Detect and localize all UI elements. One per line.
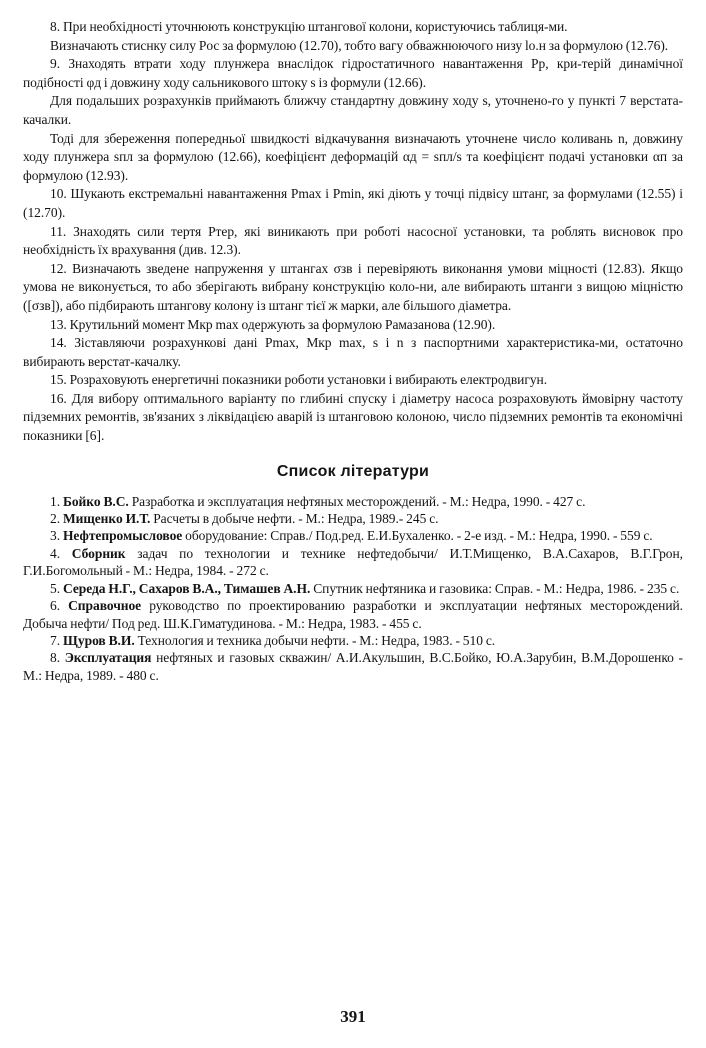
reference-number: 6. (50, 598, 61, 614)
reference-text: Технология и техника добычи нефти. - М.: Недра, 1983. - 510 с. (134, 632, 496, 648)
reference-author: Бойко В.С. (62, 493, 129, 509)
reference-item (23, 493, 683, 510)
reference-item (23, 597, 683, 632)
page-content (23, 18, 683, 684)
reference-author: Середа Н.Г., Сахаров В.А., Тимашев А.Н. (62, 580, 311, 596)
procedure-steps (23, 18, 683, 446)
reference-number: 5. (50, 580, 61, 596)
step-10: 10. Шукають екстремальні навантаження Pmax і Pmin, які діють у точці підвісу штанг, за формулами (12.55) і (12.70). (23, 186, 683, 220)
step-16: 16. Для вибору оптимального варіанту по глибині спуску і діаметру насоса розраховують ймовірну частоту підземних ремонтів, зв'язаних з ліквідацією аварій із штанговою колоною, число підземних ремонтів та економічні показники [6]. (23, 390, 683, 444)
reference-number: 7. (50, 632, 61, 648)
reference-text: Разработка и эксплуатация нефтяных месторождений. - М.: Недра, 1990. - 427 с. (128, 493, 586, 509)
reference-item (23, 632, 683, 649)
references-list (23, 493, 683, 684)
reference-author: Сборник (71, 545, 126, 561)
step-8-continued: Визначають стиснку силу Pос за формулою (12.70), тобто вагу обважнюючого низу lо.н за формулою (12.76). (50, 37, 669, 53)
step-12: 12. Визначають зведене напруження у штангах σзв і перевіряють виконання умови міцності (12.83). Якщо умова не виконується, то або зберігають вибрану конструкцію коло-ни, але вибирають штанги з вищою міцністю ([σзв]), або підбирають штангову колону із штанг тієї ж марки, але більшого діаметра. (23, 260, 683, 313)
step-8: 8. При необхідності уточнюють конструкцію штангової колони, користуючись таблиця-ми. (50, 19, 568, 34)
step-9: 9. Знаходять втрати ходу плунжера внаслідок гідростатичного навантаження Pр, кри-терій динамічної подібності φд і довжину ходу сальникового штоку s із формули (12.66). (23, 56, 683, 90)
reference-number: 2. (50, 511, 61, 527)
reference-text: оборудование: Справ./ Под.ред. Е.И.Бухаленко. - 2-е изд. - М.: Недра, 1990. - 559 с. (182, 528, 653, 544)
reference-number: 8. (50, 650, 61, 666)
reference-author: Эксплуатация (64, 650, 152, 666)
step-11: 11. Знаходять сили тертя Pтер, які виникають при роботі насосної установки, та роблять висновок про необхідність їх врахування (див. 12.3). (23, 223, 683, 258)
reference-item (23, 527, 683, 544)
reference-text: руководство по проектированию разработки и эксплуатации нефтяных месторождений. Добыча нефти/ Под ред. Ш.К.Гиматудинова. - М.: Недра, 1983. - 455 с. (23, 598, 683, 631)
reference-author: Нефтепромысловое (62, 528, 183, 544)
step-13: 13. Крутильний момент Mкр max одержують за формулою Рамазанова (12.90). (50, 316, 496, 332)
step-9-continued: Для подальших розрахунків приймають ближчу стандартну довжину ходу s, уточнено-го у пункті 7 верстата-качалки. (23, 93, 683, 127)
reference-number: 3. (50, 528, 61, 544)
reference-item (23, 580, 683, 597)
reference-text: задач по технологии и технике нефтедобычи/ И.Т.Мищенко, В.А.Сахаров, В.Г.Грон, Г.И.Богомольный - М.: Недра, 1984. - 272 с. (23, 545, 683, 579)
reference-author: Мищенко И.Т. (62, 511, 151, 527)
step-15: 15. Розраховують енергетичні показники роботи установки і вибирають електродвигун. (50, 372, 548, 388)
reference-author: Справочное (68, 598, 142, 614)
reference-item (23, 649, 683, 684)
references-heading: Список літератури (276, 462, 430, 480)
step-9-details: Тоді для збереження попередньої швидкості відкачування визначають уточнене число коливань n, довжину ходу плунжера sпл за формулою (12.66), коефіцієнт деформацій αд = sпл/s та коефіцієнт подачі установки αп за формулою (12.93). (23, 130, 683, 183)
reference-number: 1. (50, 493, 61, 509)
reference-item (23, 510, 683, 527)
reference-author: Щуров В.И. (62, 632, 135, 648)
page-number: 391 (340, 1007, 366, 1026)
reference-item (23, 545, 683, 580)
reference-text: нефтяных и газовых скважин/ А.И.Акульшин, В.С.Бойко, Ю.А.Зарубин, В.М.Дорошенко - М.: Недра, 1989. - 480 с. (23, 650, 683, 683)
step-14: 14. Зіставляючи розрахункові дані Pmax, Mкр max, s і n з паспортними характеристика-ми, остаточно вибирають верстат-качалку. (23, 335, 683, 369)
reference-text: Спутник нефтяника и газовика: Справ. - М.: Недра, 1986. - 235 с. (310, 580, 680, 596)
reference-text: Расчеты в добыче нефти. - М.: Недра, 1989.- 245 с. (150, 511, 439, 527)
reference-number: 4. (50, 545, 61, 561)
